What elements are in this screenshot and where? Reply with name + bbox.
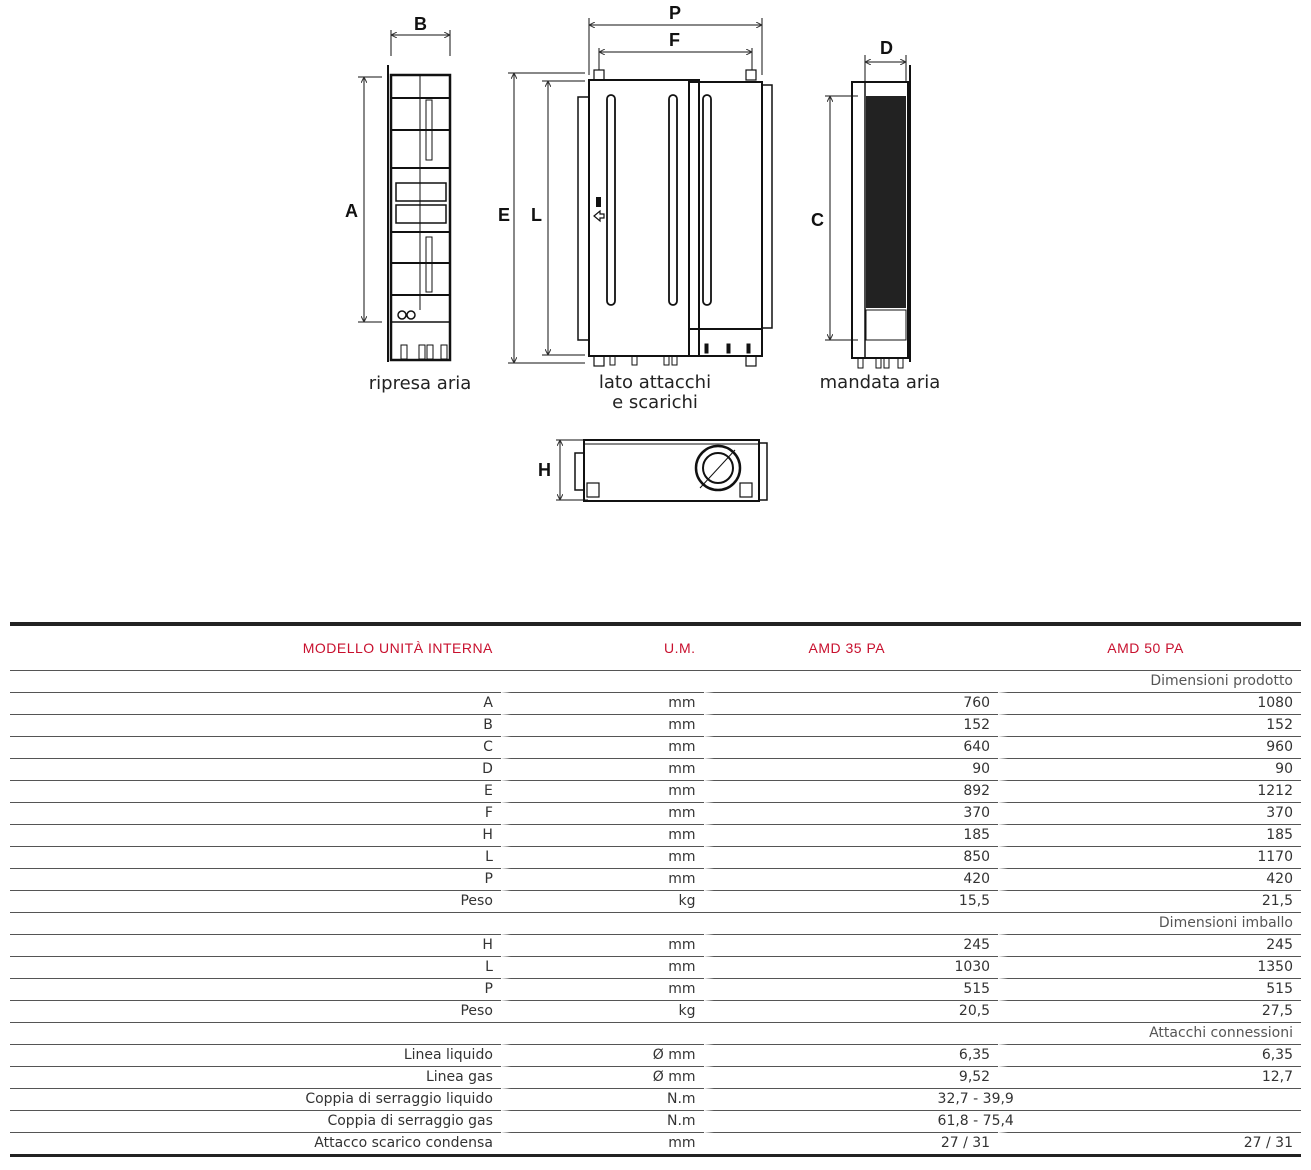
row-label: Coppia di serraggio liquido [10,1088,501,1110]
row-value-amd50: 21,5 [998,890,1301,912]
row-label: C [10,736,501,758]
row-value-amd35: 892 [704,780,999,802]
row-label: P [10,868,501,890]
row-value-amd50: 6,35 [998,1044,1301,1066]
row-value-amd35: 245 [704,934,999,956]
view-top [538,440,767,501]
table-row [10,736,1301,758]
table-body [10,670,1301,1154]
section-title: Dimensioni imballo [10,912,1301,934]
row-label: Attacco scarico condensa [10,1132,501,1154]
row-value-amd50: 1170 [998,846,1301,868]
row-value-amd35: 185 [704,824,999,846]
row-unit: mm [501,868,704,890]
row-value-amd35: 9,52 [704,1066,999,1088]
row-label: F [10,802,501,824]
dim-label-l: L [531,205,542,225]
row-value-amd35: 370 [704,802,999,824]
row-value-amd35: 15,5 [704,890,999,912]
row-label: H [10,824,501,846]
row-label: B [10,714,501,736]
row-value-amd50: 1080 [998,692,1301,714]
row-value-amd50: 12,7 [998,1066,1301,1088]
section-row [10,912,1301,934]
table-header-row [10,626,1301,670]
table-row [10,956,1301,978]
table-row [10,934,1301,956]
row-value-shared: 61,8 - 75,4 [704,1110,1301,1132]
row-unit: mm [501,692,704,714]
table-row [10,824,1301,846]
section-row [10,1022,1301,1044]
row-unit: mm [501,934,704,956]
row-label: E [10,780,501,802]
table-row [10,978,1301,1000]
table-row [10,868,1301,890]
row-value-amd35: 850 [704,846,999,868]
row-unit: mm [501,978,704,1000]
table-row [10,890,1301,912]
row-value-amd35: 6,35 [704,1044,999,1066]
row-value-amd35: 152 [704,714,999,736]
row-value-amd35: 760 [704,692,999,714]
row-unit: Ø mm [501,1066,704,1088]
row-value-amd35: 515 [704,978,999,1000]
row-unit: mm [501,736,704,758]
table-row [10,1066,1301,1088]
table-row [10,1088,1301,1110]
row-unit: kg [501,1000,704,1022]
row-unit: mm [501,846,704,868]
table-row [10,714,1301,736]
row-value-amd50: 515 [998,978,1301,1000]
row-value-amd50: 1212 [998,780,1301,802]
row-value-amd35: 90 [704,758,999,780]
row-value-amd50: 1350 [998,956,1301,978]
row-value-amd50: 152 [998,714,1301,736]
section-title: Dimensioni prodotto [10,670,1301,692]
view-lato-attacchi [498,3,772,366]
row-label: L [10,956,501,978]
row-value-amd35: 1030 [704,956,999,978]
row-unit: mm [501,758,704,780]
row-value-amd50: 27 / 31 [998,1132,1301,1154]
row-unit: mm [501,824,704,846]
caption-mandata-aria: mandata aria [819,372,941,393]
view-ripresa-aria [345,14,450,362]
view-mandata-aria [811,38,910,368]
row-unit: N.m [501,1110,704,1132]
row-label: Linea liquido [10,1044,501,1066]
dim-label-h: H [538,460,551,480]
row-label: Peso [10,890,501,912]
table-row [10,1000,1301,1022]
row-label: D [10,758,501,780]
row-value-amd50: 185 [998,824,1301,846]
table-row [10,1044,1301,1066]
row-value-amd50: 420 [998,868,1301,890]
header-amd50: AMD 50 PA [1107,640,1184,656]
row-unit: kg [501,890,704,912]
table-row [10,758,1301,780]
row-unit: mm [501,802,704,824]
dim-label-p: P [669,3,682,23]
row-label: A [10,692,501,714]
row-unit: N.m [501,1088,704,1110]
row-value-amd35: 27 / 31 [704,1132,999,1154]
header-um: U.M. [663,640,696,656]
row-unit: Ø mm [501,1044,704,1066]
caption-lato-attacchi-line2: e scarichi [612,392,698,413]
dim-label-d: D [880,38,893,58]
dim-label-a: A [345,201,358,221]
row-value-amd35: 640 [704,736,999,758]
row-label: L [10,846,501,868]
technical-drawings [0,0,1311,560]
header-model: MODELLO UNITÀ INTERNA [302,640,493,656]
table-row [10,1110,1301,1132]
table-row [10,692,1301,714]
caption-lato-attacchi [575,373,735,413]
row-label: Linea gas [10,1066,501,1088]
section-row [10,670,1301,692]
spec-table [10,622,1301,1157]
dim-label-b: B [414,14,427,34]
dim-label-e: E [498,205,511,225]
row-label: H [10,934,501,956]
row-unit: mm [501,780,704,802]
row-value-amd50: 960 [998,736,1301,758]
row-unit: mm [501,714,704,736]
dim-label-c: C [811,210,824,230]
row-value-amd50: 370 [998,802,1301,824]
row-value-amd50: 245 [998,934,1301,956]
section-title: Attacchi connessioni [10,1022,1301,1044]
table-row [10,802,1301,824]
table-row [10,1132,1301,1154]
row-label: Coppia di serraggio gas [10,1110,501,1132]
row-unit: mm [501,956,704,978]
caption-lato-attacchi-line1: lato attacchi [598,372,712,393]
row-value-amd50: 27,5 [998,1000,1301,1022]
row-unit: mm [501,1132,704,1154]
header-amd35: AMD 35 PA [808,640,886,656]
row-label: P [10,978,501,1000]
caption-ripresa-aria: ripresa aria [368,373,472,394]
dim-label-f: F [669,30,680,50]
row-value-amd50: 90 [998,758,1301,780]
row-value-amd35: 20,5 [704,1000,999,1022]
row-label: Peso [10,1000,501,1022]
table-row [10,780,1301,802]
row-value-amd35: 420 [704,868,999,890]
row-value-shared: 32,7 - 39,9 [704,1088,1301,1110]
table-row [10,846,1301,868]
